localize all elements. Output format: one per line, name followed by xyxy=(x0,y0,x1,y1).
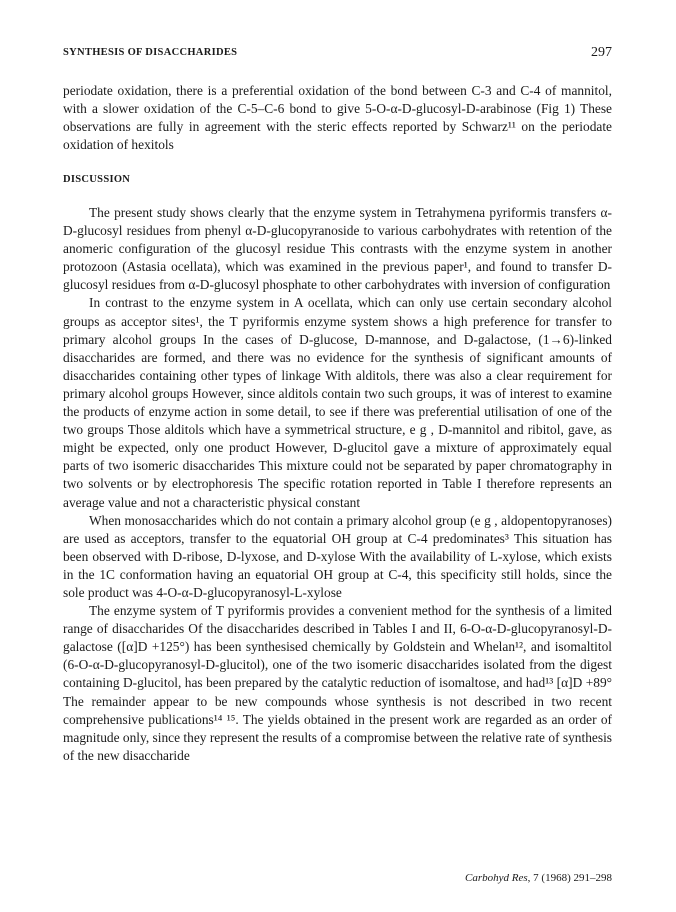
discussion-body xyxy=(63,204,612,765)
discussion-paragraph-4: The enzyme system of T pyriformis provides a convenient method for the synthesis of a limited range of disaccharides Of the disaccharides described in Tables I and II, 6-O-α-D-glucopyranosyl-D-galactose ([α]D +125°) has been synthesised chemically by Goldstein and Whelan¹², and isomaltitol (6-O-α-D-glucopyranosyl-D-glucitol), one of the two isomeric disaccharides isolated from the digest containing D-glucitol, has been prepared by the catalytic reduction of isomaltose, and had¹³ [α]D +89° The remainder appear to be new compounds whose synthesis is not described in two recent comprehensive publications¹⁴ ¹⁵. The yields obtained in the present work are regarded as an order of magnitude only, since they represent the results of a compromise between the relative rate of synthesis of the new disaccharide xyxy=(63,603,612,763)
page-number: 297 xyxy=(591,45,612,60)
section-heading: DISCUSSION xyxy=(63,174,131,185)
journal-citation-footer xyxy=(465,872,612,884)
journal-volume: , 7 (1968) 291–298 xyxy=(527,872,612,884)
journal-name: Carbohyd Res xyxy=(465,872,528,884)
discussion-paragraph-2: In contrast to the enzyme system in A ocellata, which can only use certain secondary alcohol groups as acceptor sites¹, the T pyriformis enzyme system shows a high preference for transfer to primary alcohol groups In the cases of D-glucose, D-mannose, and D-galactose, (1→6)-linked disaccharides are formed, and there was no evidence for the synthesis of significant amounts of disaccharides containing other types of linkage With alditols, there was also a clear requirement for primary alcohol groups However, since alditols contain two such groups, it was of interest to examine the products of enzyme action in some detail, to see if there was preferential utilisation of one of the two groups Those alditols which have a symmetrical structure, e g , D-mannitol and ribitol, gave, as might be expected, only one product However, D-glucitol gave a mixture of approximately equal parts of two isomeric disaccharides This mixture could not be separated by paper chromatography in two solvents or by electrophoresis The specific rotation reported in Table I therefore represents an average value and not a characteristic physical constant xyxy=(63,295,612,510)
continued-paragraph xyxy=(63,82,612,154)
running-head xyxy=(63,47,612,63)
running-head-title: SYNTHESIS OF DISACCHARIDES xyxy=(63,47,238,58)
discussion-paragraph-1: The present study shows clearly that the enzyme system in Tetrahymena pyriformis transfers α-D-glucosyl residues from phenyl α-D-glucopyranoside to various carbohydrates with retention of the anomeric configuration of the glucosyl residue This contrasts with the enzyme system in another protozoon (Astasia ocellata), which was examined in the previous paper¹, and found to transfer D-glucosyl residues from α-D-glucosyl phosphate to other carbohydrates with inversion of configuration xyxy=(63,205,612,293)
discussion-paragraph-3: When monosaccharides which do not contain a primary alcohol group (e g , aldopentopyranoses) are used as acceptors, transfer to the equatorial OH group at C-4 predominates³ This situation has been observed with D-ribose, D-lyxose, and D-xylose With the availability of L-xylose, which exists in the 1C conformation having an equatorial OH group at C-4, this specificity still holds, since the sole product was 4-O-α-D-glucopyranosyl-L-xylose xyxy=(63,512,612,600)
intro-paragraph: periodate oxidation, there is a preferential oxidation of the bond between C-3 and C-4 of mannitol, with a slower oxidation of the C-5–C-6 bond to give 5-O-α-D-glucosyl-D-arabinose (Fig 1) These observations are fully in agreement with the steric effects reported by Schwarz¹¹ on the periodate oxidation of hexitols xyxy=(63,83,612,153)
